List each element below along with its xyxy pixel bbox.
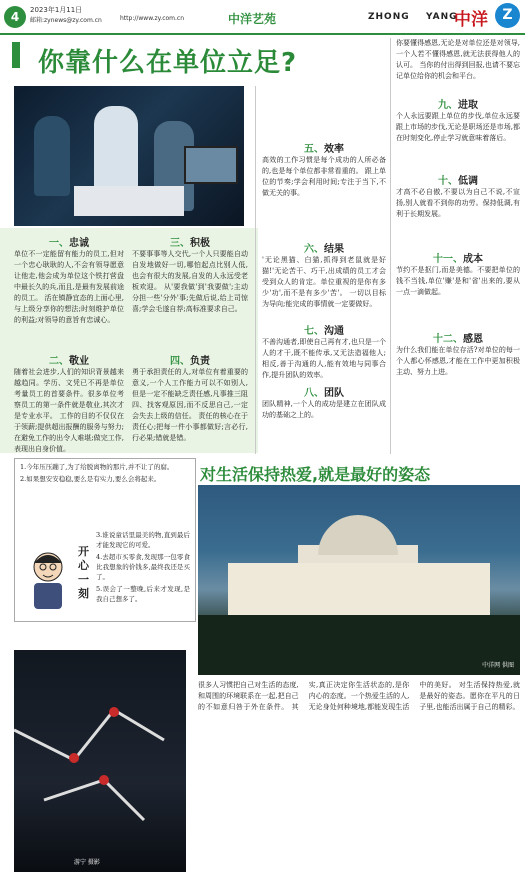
section-body: 随着社会进步,人们的知识背景越来越趋同。学历、文凭已不再是单位考量员工的首要条件。很多单位考察员工的第一条件就是敬业,其次才是专业水平。 工作的目的不仅仅在于领薪;提供超出报酬的服务与努力;在避免工作的出令人难堪;做完工作,表现出自身价值。 [14, 368, 124, 453]
section-lowkey [396, 172, 520, 249]
humor-item: 1.今年压压蹦了,为了给脱离物的那片,并不让了的腐。 [20, 463, 174, 471]
section-loyalty [14, 234, 124, 359]
column-divider [390, 38, 391, 454]
section-body: 勇于承担责任的人,对单位有着重要的意义,一个人工作能力可以不如别人,但是一定不能缺乏责任感,凡事推三阻四、找客观原因,而不反思自己,一定会失去上级的信任。 责任的核心在于责任心;把每一件小事都做好;言必行,行必果;错就是错。 [132, 368, 248, 442]
section-heading: 八、团队 [304, 388, 344, 399]
humor-column-label: 开心一刻 [78, 545, 89, 600]
section-body: 团队精神,一个人的成功是建立在团队成功的基础之上的。 [262, 400, 386, 419]
title-bar-accent [12, 42, 20, 68]
photo-caption: 游宁 摄影 [74, 859, 100, 866]
section-heading: 十二、感恩 [433, 334, 483, 345]
section-heading: 二、敬业 [49, 356, 89, 367]
column-divider [255, 86, 256, 454]
page-number-badge: 4 [4, 6, 26, 28]
article-subtitle: 对生活保持热爱,就是最好的姿态 [200, 465, 431, 484]
issue-date: 2023年1月11日 [30, 6, 83, 14]
section-cost [396, 250, 520, 327]
humor-item: 4.去超市买零食,发现那一包零食比我想象的价钱多,最终我还是买了。 [96, 553, 190, 581]
section-teamwork [262, 384, 386, 459]
trees-foreground [198, 615, 520, 675]
photo-monitor [184, 146, 238, 184]
section-heading: 十、低调 [438, 176, 478, 187]
humor-item: 5.误会了一整晚,后来才发现,是我自己想多了。 [96, 585, 190, 603]
article-title: 你靠什么在单位立足? [38, 48, 298, 78]
humor-list [20, 462, 190, 486]
section-initiative [132, 234, 248, 359]
brand-logo-icon: Z [495, 3, 520, 28]
building-dome [318, 515, 398, 555]
section-body: 不要事事等人交代,一个人只要能自动自发地做好一切,哪怕起点比别人低,也会有很大的发展,自发的人永远受老板欢迎。 从'要我做'到'我要做';主动分担一些'分外'事;先做后说,给上司惊喜;学会毛遂自荐;高标准要求自己。 [132, 250, 248, 313]
section-heading: 十一、成本 [433, 254, 483, 265]
snowy-branches-photo [14, 650, 186, 872]
section-heading: 六、结果 [304, 244, 344, 255]
section-responsibility [132, 352, 248, 463]
section-heading: 一、忠诚 [49, 238, 89, 249]
section-body: 为什么我们能在单位存活?对单位的每一个人都心怀感恩,才能在工作中更加积极主动、努力上进。 [396, 346, 520, 376]
section-results [262, 240, 386, 327]
section-gratitude [396, 330, 520, 451]
section-progress [396, 96, 520, 173]
right-column-intro [396, 38, 520, 88]
section-body: '无论黑猫、白猫,抓得到老鼠就是好猫!'无论苦干、巧干,出成绩的员工才会受到众人的肯定。单位重视的是你有多少'功',而不是有多少'苦'。 一切以目标为导向;能完成的事情就一定要做好。 [262, 256, 386, 308]
section-communication [262, 322, 386, 389]
photo-caption: 中洋网 供图 [482, 662, 514, 669]
section-body: 高效的工作习惯是每个成功的人所必备的,也是每个单位都非常看重的。 跟上单位的节奏;学会利用时间;专注于当下,不做无关的事。 [262, 156, 386, 197]
section-body: 单位不一定能留有能力的员工,但对一个忠心耿耿的人,不会有领导愿意让他走,他会成为单位这个铁打营盘中最长久的兵,而且,是最有发展前途的员工。 活在镇静宜态的上面心里,与上级分享你的想法;时刻维护单位的利益;对领导的意旨有忠诚心。 [14, 250, 124, 324]
intro-text: 你要懂得感恩,无论是对单位还是对领导,一个人若不懂得感恩,就无法获得他人的认可。 当你的付出得到回报,也请不要忘记单位给你的机会和平台。 [396, 39, 520, 80]
section-heading: 五、效率 [304, 144, 344, 155]
section-dedication [14, 352, 124, 463]
brand-chinese: 中洋 [454, 10, 488, 30]
website-url: http://www.zy.com.cn [120, 15, 185, 22]
humor-item: 2.如果想安安稳稳,要么是有实力,要么会将起来。 [20, 475, 161, 483]
section-body: 才高不必自傲,不要以为自己不说,不宣扬,别人就看不到你的功劳。保持低调,有利于长期发展。 [396, 188, 520, 218]
section-heading: 四、负责 [170, 356, 210, 367]
brand-zhong: ZHONG [368, 12, 410, 22]
section-name: 中洋艺苑 [228, 12, 277, 26]
email-address: 邮箱:zynews@zy.com.cn [30, 17, 102, 24]
section-heading: 三、积极 [170, 238, 210, 249]
header-rule [0, 33, 525, 35]
section-body: 个人永远要跟上单位的步伐,单位永远要跟上市场的步伐,无论是职场还是市场,都在时刻变化,停止学习就意味着落后。 [396, 112, 520, 142]
office-team-photo [14, 86, 244, 226]
section-efficiency [262, 140, 386, 243]
section-body: 不善沟通者,即使自己再有才,也只是一个人的才干,既不能传承,又无法造福他人;相反,善于沟通的人,能有效地与同事合作,提升团队的效率。 [262, 338, 386, 379]
domed-building-photo [198, 485, 520, 675]
building-facade [228, 563, 490, 615]
section-body: 节约不是抠门,而是美德。不要把单位的钱不当钱,单位'赚'是和'省'出来的,要从一点一滴做起。 [396, 266, 520, 296]
humor-list-right [96, 530, 190, 604]
brand-yang: YANG [426, 12, 458, 22]
photo-desk [74, 186, 184, 216]
photo-figure-left [34, 116, 70, 196]
cartoon-man-icon [22, 545, 74, 610]
section-heading: 九、进取 [438, 100, 478, 111]
essay-body [198, 680, 520, 870]
humor-item: 3.谁说童话里最美的物,直到最后才能发现它的可爱。 [96, 531, 190, 549]
section-heading: 七、沟通 [304, 326, 344, 337]
branch-drawing [14, 650, 186, 872]
essay-text: 很多人习惯把自己对生活的态度,和周围的环境联系在一起,把自己的不如意归咎于外在条件。 其实,真正决定你生活状态的,是你内心的态度。一个热爱生活的人,无论身处何种境地,都能发现生活中的美好。 对生活保持热爱,就是最好的姿态。愿你在平凡的日子里,也能活出属于自己的精彩。 [198, 681, 520, 711]
